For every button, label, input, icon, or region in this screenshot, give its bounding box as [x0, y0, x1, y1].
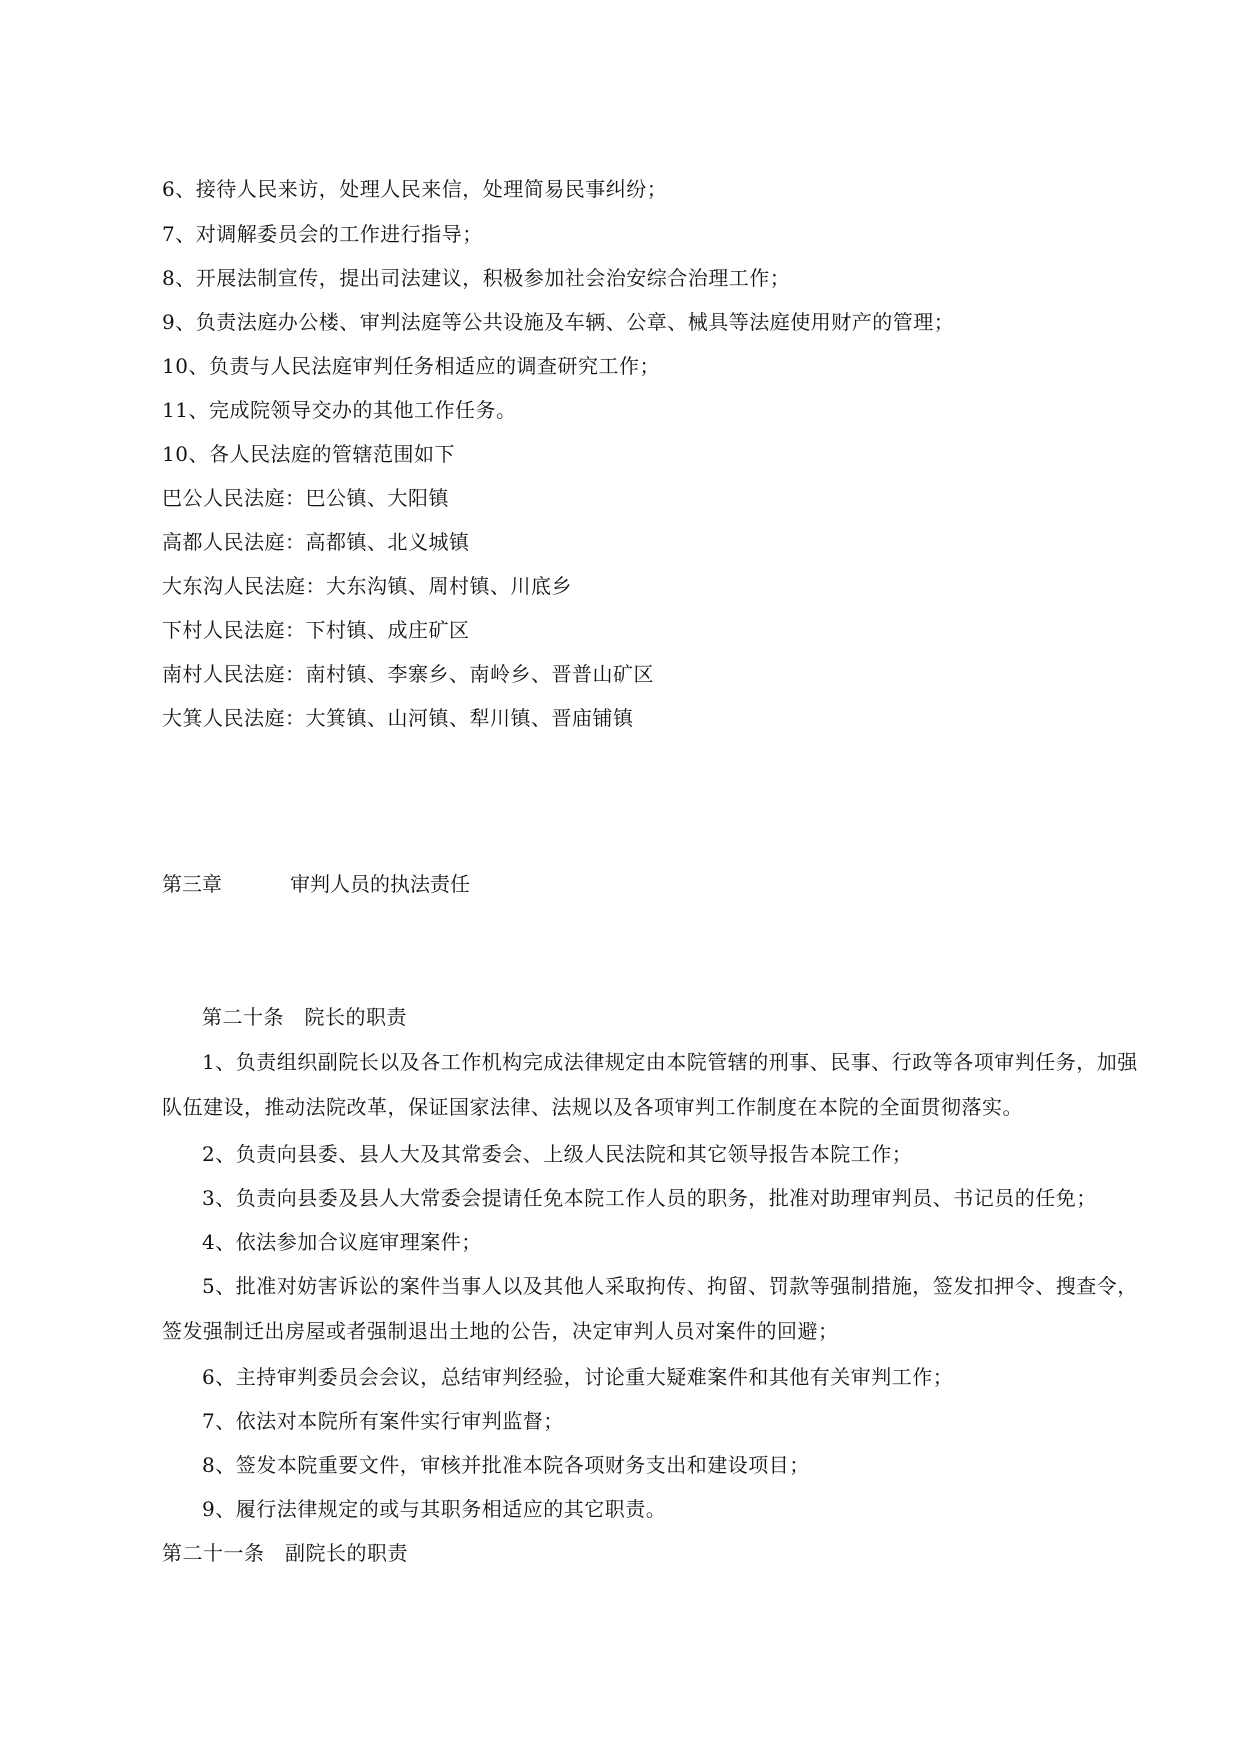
- article-20-item-9: 9、履行法律规定的或与其职务相适应的其它职责。: [202, 1497, 667, 1521]
- article-20-item-8: 8、签发本院重要文件，审核并批准本院各项财务支出和建设项目；: [202, 1453, 810, 1477]
- duty-item-6: 6、接待人民来访，处理人民来信，处理简易民事纠纷；: [162, 177, 668, 201]
- article-20-item-7: 7、依法对本院所有案件实行审判监督；: [202, 1409, 564, 1433]
- court-jurisdiction-daji: 大箕人民法庭：大箕镇、山河镇、犁川镇、晋庙铺镇: [162, 706, 634, 730]
- duty-item-9: 9、负责法庭办公楼、审判法庭等公共设施及车辆、公章、械具等法庭使用财产的管理；: [162, 310, 955, 334]
- article-20-item-4: 4、依法参加合议庭审理案件；: [202, 1230, 482, 1254]
- article-20-item-1: 1、负责组织副院长以及各工作机构完成法律规定由本院管辖的刑事、民事、行政等各项审判任务，加强队伍建设，推动法院改革，保证国家法律、法规以及各项审判工作制度在本院的全面贯彻落实。: [162, 1050, 1138, 1119]
- chapter-number: 第三章: [162, 872, 222, 896]
- article-20-item-3: 3、负责向县委及县人大常委会提请任免本院工作人员的职务，批准对助理审判员、书记员的任免；: [202, 1186, 1097, 1210]
- court-jurisdiction-xiacun: 下村人民法庭：下村镇、成庄矿区: [162, 618, 470, 642]
- article-20-item-2: 2、负责向县委、县人大及其常委会、上级人民法院和其它领导报告本院工作；: [202, 1142, 913, 1166]
- chapter-title: 审判人员的执法责任: [290, 872, 470, 896]
- article-20-heading: 第二十条 院长的职责: [202, 1005, 407, 1029]
- jurisdiction-heading: 10、各人民法庭的管辖范围如下: [162, 442, 455, 466]
- court-jurisdiction-dadonggou: 大东沟人民法庭：大东沟镇、周村镇、川底乡: [162, 574, 572, 598]
- duty-item-7: 7、对调解委员会的工作进行指导；: [162, 222, 483, 246]
- duty-item-10: 10、负责与人民法庭审判任务相适应的调查研究工作；: [162, 354, 660, 378]
- court-jurisdiction-nancun: 南村人民法庭：南村镇、李寨乡、南岭乡、晋普山矿区: [162, 662, 654, 686]
- article-21-heading: 第二十一条 副院长的职责: [162, 1541, 408, 1565]
- court-jurisdiction-gaodu: 高都人民法庭：高都镇、北义城镇: [162, 530, 470, 554]
- duty-item-8: 8、开展法制宣传，提出司法建议，积极参加社会治安综合治理工作；: [162, 266, 791, 290]
- duty-item-11: 11、完成院领导交办的其他工作任务。: [162, 398, 517, 422]
- court-jurisdiction-bagong: 巴公人民法庭：巴公镇、大阳镇: [162, 486, 449, 510]
- article-20-item-6: 6、主持审判委员会会议，总结审判经验，讨论重大疑难案件和其他有关审判工作；: [202, 1365, 954, 1389]
- article-20-item-5: 5、批准对妨害诉讼的案件当事人以及其他人采取拘传、拘留、罚款等强制措施，签发扣押令、搜查令，签发强制迁出房屋或者强制退出土地的公告，决定审判人员对案件的回避；: [162, 1274, 1138, 1343]
